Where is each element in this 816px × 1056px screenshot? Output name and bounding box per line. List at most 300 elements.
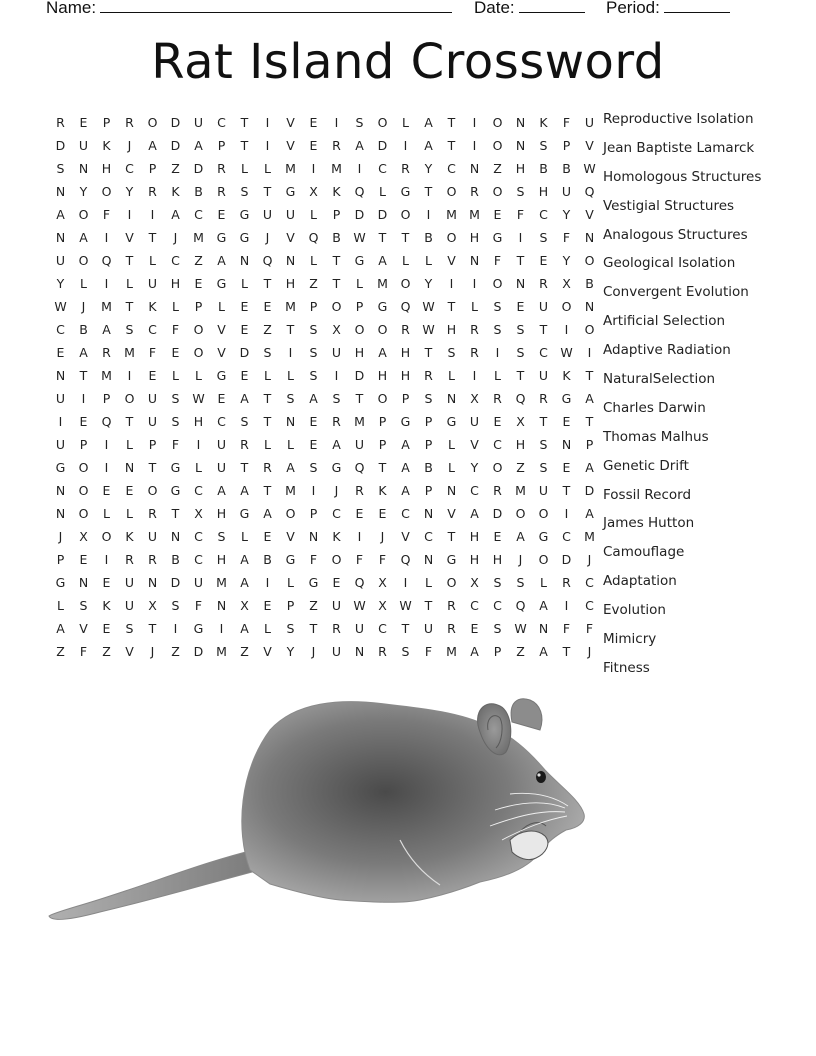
- grid-letter: X: [378, 575, 387, 590]
- grid-letter: O: [538, 552, 549, 567]
- date-label: Date:: [474, 0, 515, 17]
- grid-letter: G: [216, 276, 227, 291]
- grid-letter: U: [331, 345, 342, 360]
- grid-letter: B: [194, 184, 203, 199]
- grid-letter: L: [126, 276, 133, 291]
- grid-letter: X: [516, 414, 525, 429]
- grid-letter: N: [78, 161, 89, 176]
- grid-letter: A: [378, 345, 387, 360]
- grid-letter: F: [493, 253, 502, 268]
- grid-letter: E: [493, 414, 502, 429]
- grid-letter: A: [194, 138, 203, 153]
- grid-letter: A: [240, 552, 249, 567]
- grid-row: [49, 617, 601, 640]
- grid-letter: I: [564, 506, 569, 521]
- grid-letter: U: [147, 414, 158, 429]
- grid-letter: G: [331, 460, 342, 475]
- grid-letter: Q: [354, 575, 365, 590]
- grid-letter: P: [79, 437, 88, 452]
- grid-letter: M: [469, 207, 480, 222]
- grid-letter: N: [423, 506, 434, 521]
- grid-letter: U: [147, 529, 158, 544]
- grid-letter: O: [538, 506, 549, 521]
- grid-row: [49, 272, 601, 295]
- grid-letter: L: [126, 506, 133, 521]
- grid-letter: D: [377, 207, 388, 222]
- name-blank[interactable]: [100, 0, 452, 13]
- grid-letter: O: [101, 184, 112, 199]
- grid-letter: S: [516, 184, 525, 199]
- word-bank-item: Analogous Structures: [603, 226, 748, 243]
- grid-letter: G: [308, 575, 319, 590]
- grid-letter: G: [170, 483, 181, 498]
- grid-letter: V: [401, 529, 410, 544]
- grid-row: [49, 548, 601, 571]
- grid-letter: S: [447, 345, 456, 360]
- grid-row: [49, 180, 601, 203]
- grid-letter: X: [378, 598, 387, 613]
- grid-letter: Y: [424, 276, 433, 291]
- grid-letter: M: [124, 345, 135, 360]
- grid-letter: O: [354, 322, 365, 337]
- grid-letter: L: [310, 207, 317, 222]
- grid-letter: A: [539, 644, 548, 659]
- grid-letter: L: [356, 276, 363, 291]
- grid-letter: T: [240, 115, 249, 130]
- grid-letter: Q: [308, 230, 319, 245]
- grid-letter: N: [78, 575, 89, 590]
- grid-letter: J: [587, 552, 592, 567]
- grid-letter: X: [470, 391, 479, 406]
- grid-letter: U: [193, 575, 204, 590]
- grid-letter: O: [101, 529, 112, 544]
- grid-letter: U: [469, 414, 480, 429]
- grid-letter: D: [354, 207, 365, 222]
- grid-letter: C: [585, 575, 594, 590]
- grid-letter: I: [173, 621, 178, 636]
- grid-letter: V: [125, 230, 134, 245]
- grid-letter: U: [216, 437, 227, 452]
- grid-letter: O: [515, 506, 526, 521]
- grid-letter: O: [124, 391, 135, 406]
- grid-letter: K: [148, 299, 157, 314]
- grid-letter: Y: [56, 276, 65, 291]
- grid-letter: O: [446, 575, 457, 590]
- grid-letter: C: [125, 161, 134, 176]
- grid-letter: O: [147, 483, 158, 498]
- grid-letter: L: [448, 437, 455, 452]
- word-bank-item: Reproductive Isolation: [603, 111, 754, 127]
- grid-letter: A: [470, 506, 479, 521]
- grid-letter: W: [399, 598, 412, 613]
- grid-letter: N: [354, 644, 365, 659]
- word-bank-item: Adaptive Radiation: [603, 342, 731, 359]
- grid-letter: L: [57, 598, 64, 613]
- grid-letter: O: [78, 506, 89, 521]
- grid-letter: B: [171, 552, 180, 567]
- grid-letter: T: [424, 345, 433, 360]
- grid-letter: X: [240, 598, 249, 613]
- grid-letter: C: [585, 598, 594, 613]
- grid-letter: Q: [400, 552, 411, 567]
- grid-letter: H: [538, 184, 549, 199]
- grid-letter: A: [470, 644, 479, 659]
- grid-letter: H: [377, 368, 388, 383]
- grid-letter: U: [584, 115, 595, 130]
- grid-letter: R: [125, 552, 134, 567]
- grid-letter: T: [447, 299, 456, 314]
- grid-letter: W: [560, 345, 573, 360]
- word-bank-item: Artificial Selection: [603, 313, 726, 330]
- grid-letter: R: [401, 161, 410, 176]
- grid-letter: E: [102, 575, 111, 590]
- grid-letter: K: [102, 598, 111, 613]
- grid-letter: L: [264, 161, 271, 176]
- grid-letter: U: [55, 391, 66, 406]
- grid-letter: A: [309, 391, 318, 406]
- grid-letter: E: [148, 368, 157, 383]
- grid-letter: V: [286, 138, 295, 153]
- grid-letter: T: [516, 253, 525, 268]
- grid-letter: S: [286, 391, 295, 406]
- grid-letter: C: [447, 161, 456, 176]
- grid-letter: N: [446, 391, 457, 406]
- date-field: [474, 0, 585, 18]
- grid-letter: Z: [102, 644, 111, 659]
- grid-letter: M: [285, 161, 296, 176]
- grid-letter: F: [171, 322, 180, 337]
- grid-letter: I: [104, 437, 109, 452]
- grid-letter: L: [425, 253, 432, 268]
- grid-letter: E: [378, 506, 387, 521]
- grid-letter: D: [170, 138, 181, 153]
- period-blank[interactable]: [664, 0, 730, 13]
- grid-letter: U: [216, 460, 227, 475]
- grid-letter: H: [469, 552, 480, 567]
- grid-row: [49, 571, 601, 594]
- grid-letter: N: [55, 184, 66, 199]
- grid-letter: S: [309, 322, 318, 337]
- grid-letter: L: [448, 460, 455, 475]
- grid-letter: V: [263, 644, 272, 659]
- grid-letter: I: [219, 621, 224, 636]
- grid-letter: S: [332, 391, 341, 406]
- grid-letter: W: [192, 391, 205, 406]
- grid-letter: A: [240, 483, 249, 498]
- grid-letter: N: [446, 483, 457, 498]
- grid-letter: Q: [101, 414, 112, 429]
- grid-letter: I: [472, 276, 477, 291]
- grid-letter: D: [193, 644, 204, 659]
- grid-letter: I: [495, 345, 500, 360]
- grid-letter: F: [194, 598, 203, 613]
- grid-letter: E: [332, 575, 341, 590]
- grid-letter: D: [561, 552, 572, 567]
- grid-letter: C: [539, 207, 548, 222]
- grid-letter: I: [472, 115, 477, 130]
- grid-letter: Z: [171, 644, 180, 659]
- grid-letter: I: [403, 138, 408, 153]
- grid-letter: T: [585, 368, 594, 383]
- grid-letter: N: [423, 552, 434, 567]
- grid-letter: N: [469, 253, 480, 268]
- grid-letter: E: [79, 115, 88, 130]
- grid-letter: B: [424, 460, 433, 475]
- grid-letter: R: [470, 345, 479, 360]
- grid-letter: S: [56, 161, 65, 176]
- grid-letter: I: [196, 437, 201, 452]
- grid-letter: M: [377, 276, 388, 291]
- grid-letter: T: [263, 184, 272, 199]
- grid-letter: Q: [515, 391, 526, 406]
- grid-letter: G: [354, 253, 365, 268]
- grid-letter: L: [195, 460, 202, 475]
- grid-letter: Q: [354, 184, 365, 199]
- grid-letter: X: [148, 598, 157, 613]
- grid-letter: S: [240, 414, 249, 429]
- grid-letter: O: [377, 391, 388, 406]
- word-bank-item: NaturalSelection: [603, 371, 716, 388]
- grid-letter: W: [422, 299, 435, 314]
- grid-row: [49, 433, 601, 456]
- grid-letter: R: [148, 506, 157, 521]
- grid-letter: I: [311, 483, 316, 498]
- grid-letter: T: [240, 460, 249, 475]
- grid-letter: B: [562, 161, 571, 176]
- grid-letter: I: [265, 138, 270, 153]
- grid-letter: T: [263, 483, 272, 498]
- grid-letter: P: [424, 437, 433, 452]
- grid-letter: G: [55, 575, 66, 590]
- grid-letter: T: [447, 529, 456, 544]
- grid-letter: O: [492, 276, 503, 291]
- grid-letter: H: [170, 276, 181, 291]
- grid-letter: K: [125, 529, 134, 544]
- grid-letter: Y: [286, 644, 295, 659]
- rat-icon: [40, 690, 600, 944]
- grid-letter: M: [285, 299, 296, 314]
- grid-letter: L: [80, 276, 87, 291]
- grid-letter: E: [79, 552, 88, 567]
- grid-letter: C: [401, 506, 410, 521]
- grid-letter: A: [263, 506, 272, 521]
- grid-letter: L: [126, 437, 133, 452]
- grid-letter: U: [538, 483, 549, 498]
- name-label: Name:: [46, 0, 97, 17]
- grid-letter: N: [147, 575, 158, 590]
- grid-letter: R: [539, 391, 548, 406]
- grid-letter: O: [78, 253, 89, 268]
- grid-letter: O: [78, 460, 89, 475]
- grid-letter: C: [332, 506, 341, 521]
- grid-letter: Y: [562, 253, 571, 268]
- grid-letter: E: [217, 207, 226, 222]
- grid-letter: U: [124, 598, 135, 613]
- grid-letter: B: [424, 230, 433, 245]
- grid-letter: S: [493, 575, 502, 590]
- grid-letter: J: [518, 552, 523, 567]
- grid-letter: I: [265, 575, 270, 590]
- grid-letter: A: [585, 391, 594, 406]
- grid-row: [49, 410, 601, 433]
- grid-letter: O: [400, 207, 411, 222]
- grid-row: [49, 111, 601, 134]
- grid-letter: E: [102, 621, 111, 636]
- grid-letter: N: [216, 598, 227, 613]
- grid-letter: V: [286, 529, 295, 544]
- grid-letter: F: [309, 552, 318, 567]
- grid-letter: O: [561, 299, 572, 314]
- grid-letter: E: [309, 414, 318, 429]
- grid-letter: T: [355, 391, 364, 406]
- word-bank-item: Jean Baptiste Lamarck: [603, 139, 755, 156]
- grid-letter: T: [79, 368, 88, 383]
- forepaws: [510, 831, 548, 860]
- grid-letter: T: [332, 276, 341, 291]
- grid-letter: N: [239, 253, 250, 268]
- grid-letter: R: [148, 184, 157, 199]
- grid-letter: A: [516, 529, 525, 544]
- grid-letter: C: [424, 529, 433, 544]
- grid-letter: H: [515, 437, 526, 452]
- grid-letter: Q: [584, 184, 595, 199]
- grid-letter: Y: [562, 207, 571, 222]
- grid-letter: M: [193, 230, 204, 245]
- grid-letter: L: [448, 368, 455, 383]
- grid-letter: J: [58, 529, 63, 544]
- grid-row: [49, 318, 601, 341]
- grid-row: [49, 134, 601, 157]
- tail: [49, 848, 275, 919]
- grid-letter: U: [423, 621, 434, 636]
- date-blank[interactable]: [519, 0, 585, 13]
- grid-letter: E: [562, 460, 571, 475]
- grid-letter: X: [309, 184, 318, 199]
- grid-letter: V: [470, 437, 479, 452]
- grid-letter: U: [147, 276, 158, 291]
- grid-letter: S: [539, 138, 548, 153]
- grid-letter: C: [539, 345, 548, 360]
- grid-letter: H: [354, 345, 365, 360]
- grid-letter: L: [264, 368, 271, 383]
- grid-letter: L: [425, 575, 432, 590]
- grid-letter: H: [469, 529, 480, 544]
- grid-letter: R: [355, 483, 364, 498]
- grid-letter: R: [332, 138, 341, 153]
- grid-letter: O: [446, 184, 457, 199]
- grid-letter: S: [263, 345, 272, 360]
- page-title: Rat Island Crossword: [151, 34, 665, 90]
- grid-letter: E: [56, 345, 65, 360]
- grid-letter: O: [331, 552, 342, 567]
- grid-letter: E: [102, 483, 111, 498]
- grid-letter: F: [171, 437, 180, 452]
- grid-letter: W: [514, 621, 527, 636]
- grid-letter: P: [355, 299, 364, 314]
- grid-letter: L: [287, 437, 294, 452]
- grid-letter: E: [240, 368, 249, 383]
- grid-letter: A: [355, 138, 364, 153]
- period-label: Period:: [606, 0, 660, 17]
- grid-letter: T: [148, 230, 157, 245]
- grid-letter: U: [538, 299, 549, 314]
- grid-letter: G: [446, 414, 457, 429]
- grid-letter: S: [401, 644, 410, 659]
- grid-letter: U: [55, 253, 66, 268]
- grid-letter: K: [102, 138, 111, 153]
- grid-letter: S: [309, 460, 318, 475]
- grid-letter: L: [149, 253, 156, 268]
- grid-letter: C: [470, 483, 479, 498]
- word-bank-item: Camouflage: [603, 544, 685, 561]
- grid-letter: L: [195, 368, 202, 383]
- grid-letter: S: [424, 391, 433, 406]
- grid-letter: I: [472, 138, 477, 153]
- grid-letter: C: [378, 621, 387, 636]
- grid-letter: U: [55, 437, 66, 452]
- grid-letter: I: [564, 322, 569, 337]
- grid-letter: G: [193, 621, 204, 636]
- grid-letter: F: [355, 552, 364, 567]
- grid-letter: S: [493, 621, 502, 636]
- grid-letter: N: [55, 483, 66, 498]
- grid-letter: P: [102, 115, 111, 130]
- word-bank-item: Homologous Structures: [603, 168, 762, 185]
- grid-letter: U: [561, 184, 572, 199]
- grid-letter: S: [309, 368, 318, 383]
- grid-letter: G: [216, 230, 227, 245]
- grid-letter: V: [217, 322, 226, 337]
- grid-letter: V: [217, 345, 226, 360]
- grid-letter: O: [492, 138, 503, 153]
- grid-letter: L: [494, 368, 501, 383]
- grid-letter: N: [584, 299, 595, 314]
- grid-letter: A: [585, 460, 594, 475]
- grid-letter: Z: [171, 161, 180, 176]
- grid-letter: Z: [516, 460, 525, 475]
- grid-letter: R: [217, 184, 226, 199]
- grid-letter: O: [193, 345, 204, 360]
- grid-letter: S: [493, 322, 502, 337]
- grid-letter: Q: [101, 253, 112, 268]
- grid-letter: V: [79, 621, 88, 636]
- grid-letter: H: [446, 322, 457, 337]
- word-bank-item: Evolution: [603, 602, 666, 619]
- grid-letter: V: [585, 138, 594, 153]
- grid-letter: C: [194, 529, 203, 544]
- grid-letter: I: [426, 207, 431, 222]
- grid-letter: I: [150, 207, 155, 222]
- grid-letter: H: [469, 230, 480, 245]
- grid-letter: K: [378, 483, 387, 498]
- grid-letter: A: [401, 483, 410, 498]
- grid-letter: A: [102, 322, 111, 337]
- grid-row: [49, 157, 601, 180]
- grid-letter: Y: [470, 460, 479, 475]
- word-bank-item: Genetic Drift: [603, 457, 689, 474]
- grid-letter: R: [424, 368, 433, 383]
- grid-letter: T: [378, 460, 387, 475]
- grid-letter: U: [331, 644, 342, 659]
- grid-letter: N: [538, 621, 549, 636]
- grid-letter: K: [332, 184, 341, 199]
- grid-letter: G: [492, 230, 503, 245]
- grid-letter: T: [171, 506, 180, 521]
- grid-letter: E: [562, 414, 571, 429]
- grid-letter: S: [516, 345, 525, 360]
- grid-letter: R: [493, 483, 502, 498]
- grid-letter: X: [194, 506, 203, 521]
